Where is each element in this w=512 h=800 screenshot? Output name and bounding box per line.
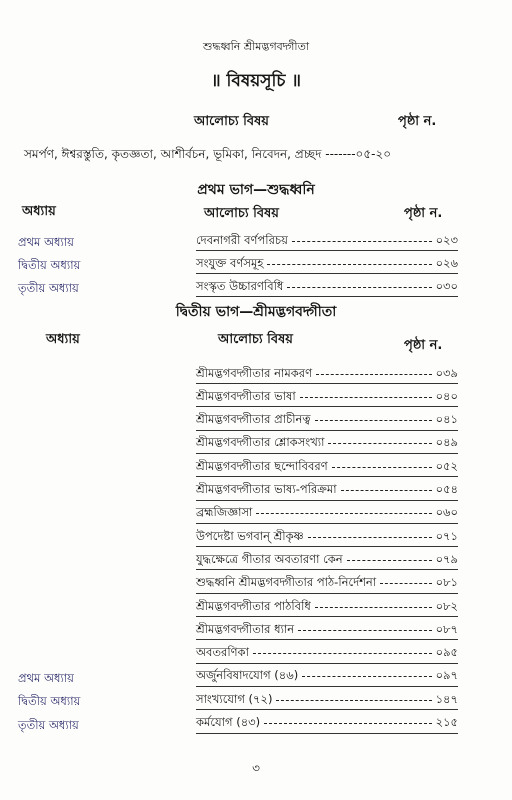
toc-entry-title: সংযুক্ত বর্ণসমূহ [196, 255, 264, 270]
toc-row [196, 575, 458, 594]
toc-entry-page: ০৪০ [435, 388, 458, 403]
toc-entry-title: যুদ্ধক্ষেত্রে গীতার অবতারণা কেন [196, 551, 343, 566]
page-title: ॥ বিষয়সূচি ॥ [210, 71, 302, 91]
toc-row [196, 388, 458, 407]
chapter-label: তৃতীয় অধ্যায় [18, 717, 79, 732]
chapter-label: প্রথম অধ্যায় [18, 235, 74, 249]
dot-leader [380, 583, 431, 584]
toc-row [196, 482, 458, 501]
toc-entry-title: শ্রীমদ্ভগবদ্গীতার নামকরণ [196, 365, 313, 380]
toc-row [196, 551, 458, 570]
toc-entry-title: ব্রহ্মজিজ্ঞাসা [196, 505, 253, 520]
chapter-label: দ্বিতীয় অধ্যায় [18, 258, 81, 272]
dot-leader [315, 607, 432, 608]
part1-title: প্রথম ভাগ—শুদ্ধধ্বনি [197, 182, 315, 198]
toc-entry-title: শ্রীমদ্ভগবদ্গীতার পাঠবিধি [196, 598, 311, 613]
part2-col-subject: আলোচ্য বিষয় [218, 332, 293, 347]
chapter-label: প্রথম অধ্যায় [18, 670, 74, 685]
toc-entry-page: ০৯৭ [435, 668, 458, 683]
dot-leader [300, 397, 432, 398]
toc-entry-page: ০৪৯ [435, 435, 458, 450]
dot-leader [316, 374, 432, 375]
toc-entry-title: কর্মযোগ (৪৩) [196, 715, 261, 729]
dot-leader [253, 653, 432, 654]
dot-leader [328, 443, 431, 444]
toc-entry-page: ০৯৫ [435, 645, 458, 660]
running-head: শুদ্ধধ্বনি শ্রীমদ্ভগবদ্গীতা [202, 40, 310, 53]
dot-leader [298, 630, 431, 631]
toc-entry-title: উপদেষ্টা ভগবান্ শ্রীকৃষ্ণ [196, 528, 304, 543]
toc-entry-title: শুদ্ধধ্বনি শ্রীমদ্ভগবদ্গীতার পাঠ-নির্দেশনা [196, 575, 377, 590]
toc-entry-title: অবতরণিকা [196, 645, 249, 660]
toc-row [196, 505, 458, 524]
toc-row [196, 668, 458, 687]
dot-leader [332, 467, 432, 468]
dot-leader [315, 420, 432, 421]
dot-leader [276, 700, 431, 701]
toc-entry-title: শ্রীমদ্ভগবদ্গীতার ভাষা [196, 388, 296, 403]
toc-entry-page: ০৭৯ [435, 551, 458, 566]
toc-entry-title: শ্রীমদ্ভগবদ্গীতার ধ্যান [196, 621, 295, 636]
toc-entry-page: ০৫৪ [435, 482, 458, 496]
toc-entry-page: ০৬০ [435, 505, 458, 520]
part2-col-page: পৃষ্ঠা ন. [404, 338, 443, 353]
part2-col-chapter: অধ্যায় [46, 332, 80, 347]
toc-entry-page: ০২৩ [435, 232, 458, 247]
toc-entry-page: ০৭১ [435, 528, 458, 543]
toc-entry-title: অর্জুনবিষাদযোগ (৪৬) [196, 668, 299, 683]
toc-entry-title: সাংখ্যযোগ (৭২) [196, 691, 273, 706]
toc-entry-page: ১৪৭ [435, 691, 458, 706]
toc-entry-title: শ্রীমদ্ভগবদ্গীতার ছন্দোবিবরণ [196, 458, 328, 473]
part1-col-subject: আলোচ্য বিষয় [204, 206, 279, 221]
toc-row [196, 255, 458, 274]
toc-row [196, 645, 458, 664]
toc-entry-page: ০২৬ [435, 255, 458, 270]
dot-leader [341, 490, 432, 491]
toc-entry-page: ০৪১ [435, 412, 458, 427]
dot-leader [256, 513, 431, 514]
toc-row [196, 691, 458, 710]
toc-row [196, 598, 458, 617]
toc-row [196, 412, 458, 431]
dot-leader [302, 676, 431, 677]
toc-row [196, 232, 458, 251]
front-matter-line: সমর্পণ, ঈশ্বরস্তুতি, কৃতজ্ঞতা, আশীর্বচন, ভূমিকা, নিবেদন, প্রচ্ছদ -------০৫-২০ [24, 147, 392, 161]
dot-leader [264, 723, 431, 724]
toc-entry-title: শ্রীমদ্ভগবদ্গীতার ভাষ্য-পরিক্রমা [196, 482, 337, 496]
col-page-header: পৃষ্ঠা ন. [398, 114, 437, 129]
dot-leader [308, 537, 432, 538]
dot-leader [287, 287, 431, 288]
toc-entry-page: ০৩০ [435, 278, 458, 293]
page-number: ৩ [252, 761, 260, 775]
toc-entry-page: ০৮২ [435, 598, 458, 613]
toc-entry-title: শ্রীমদ্ভগবদ্গীতার প্রাচীনত্ব [196, 412, 311, 427]
toc-row [196, 278, 458, 297]
toc-entry-title: শ্রীমদ্ভগবদ্গীতার শ্লোকসংখ্যা [196, 435, 325, 450]
toc-entry-page: ০৮৭ [435, 621, 458, 636]
part1-col-chapter: অধ্যায় [22, 204, 56, 219]
toc-entry-page: ০৩৯ [435, 365, 458, 380]
toc-row [196, 715, 458, 734]
toc-row [196, 458, 458, 477]
dot-leader [347, 560, 432, 561]
toc-row [196, 435, 458, 454]
toc-row [196, 528, 458, 547]
part2-title: দ্বিতীয় ভাগ—শ্রীমদ্ভগবদ্গীতা [175, 304, 337, 320]
col-subject-header: আলোচ্য বিষয় [194, 114, 269, 129]
toc-entry-page: ০৫২ [435, 458, 458, 473]
toc-entry-title: দেবনাগরী বর্ণপরিচয় [196, 232, 288, 247]
dot-leader [267, 264, 431, 265]
toc-entry-page: ০৮১ [435, 575, 458, 590]
chapter-label: তৃতীয় অধ্যায় [18, 281, 79, 295]
toc-row [196, 365, 458, 384]
part1-col-page: পৃষ্ঠা ন. [404, 206, 443, 221]
dot-leader [292, 241, 432, 242]
chapter-label: দ্বিতীয় অধ্যায় [18, 694, 81, 709]
toc-row [196, 621, 458, 640]
toc-entry-page: ২১৫ [435, 715, 458, 729]
toc-entry-title: সংস্কৃত উচ্চারণবিধি [196, 278, 284, 293]
